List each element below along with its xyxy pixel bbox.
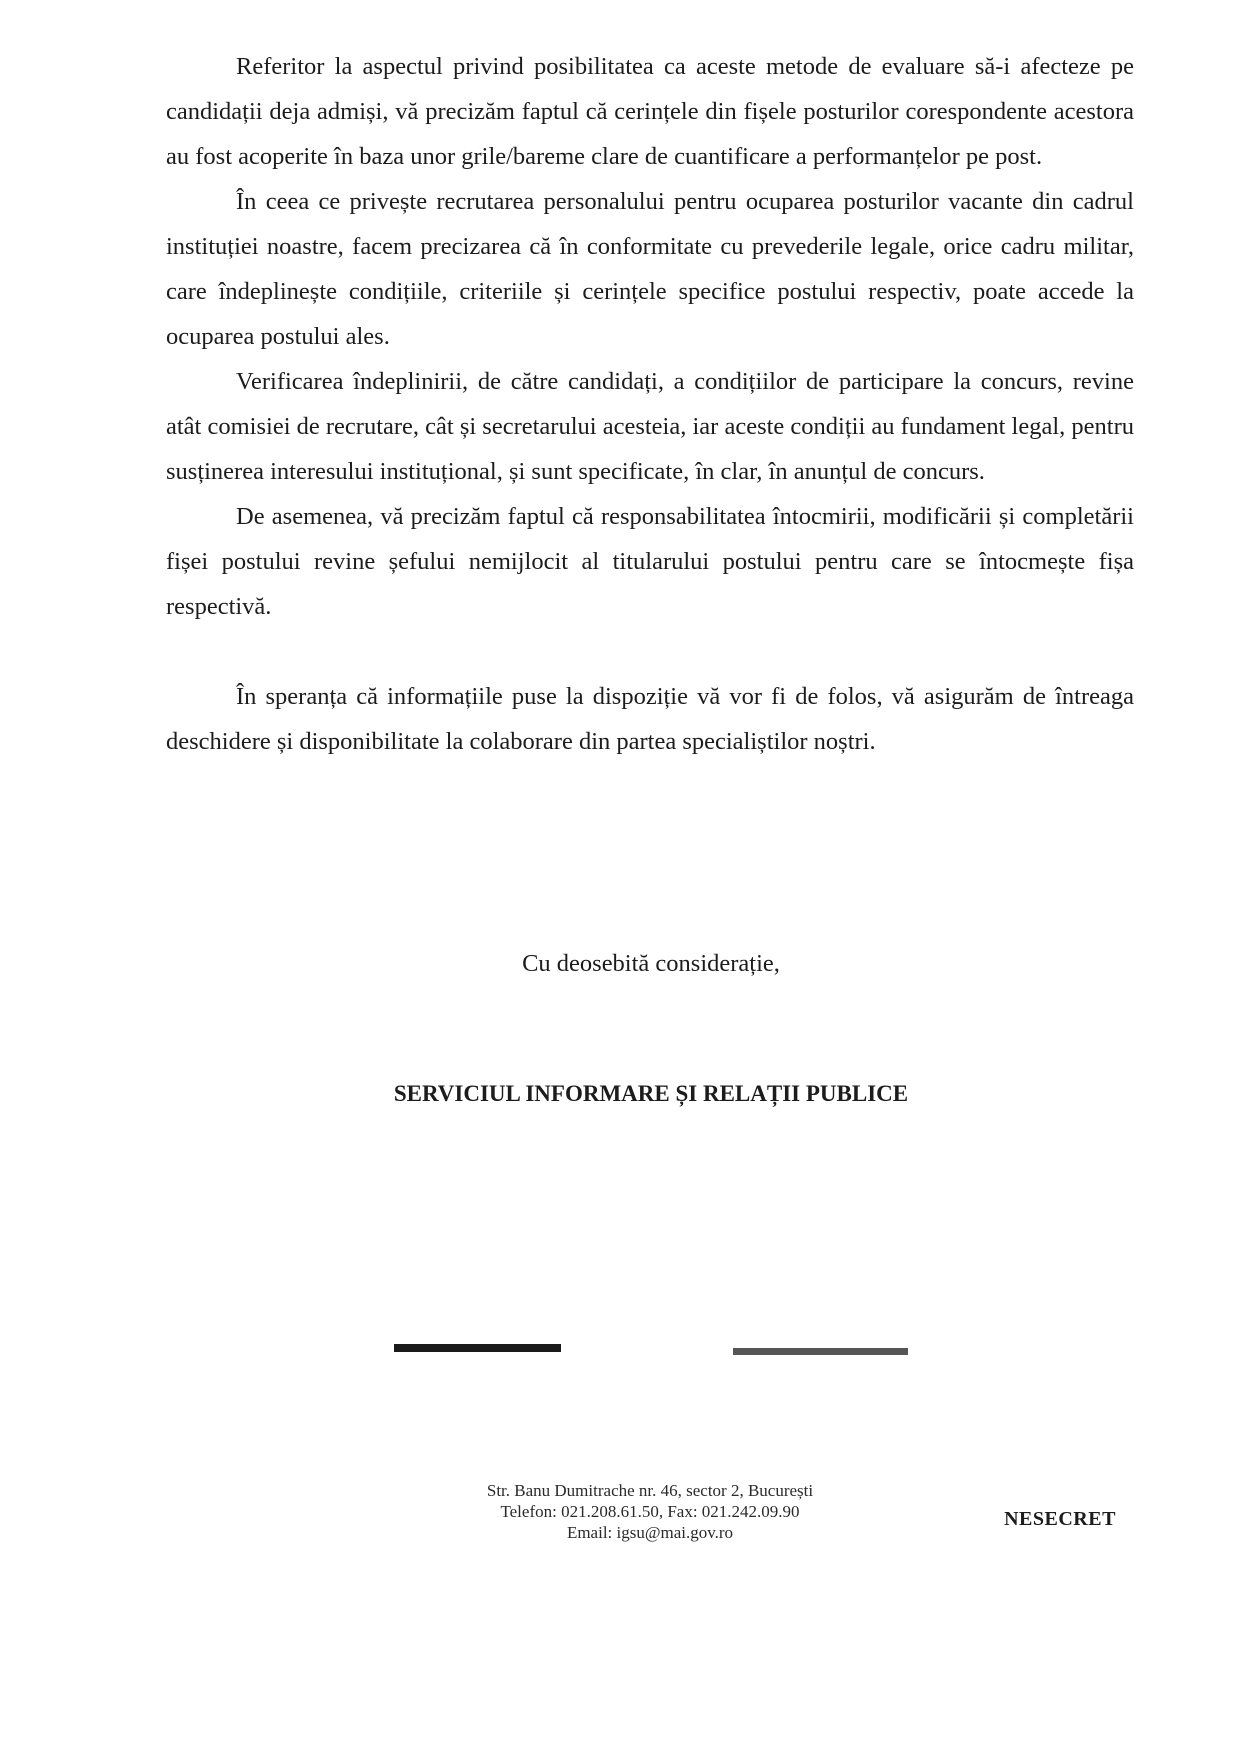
paragraph-evaluation: Referitor la aspectul privind posibilitatea ca aceste metode de evaluare să-i afecteze pe candidații deja admiși, vă precizăm faptul că cerințele din fișele posturilor corespondente acestora au fost acoperite în baza unor grile/bareme clare de cuantificare a performanțelor pe post. xyxy=(166,53,1134,170)
letter-body xyxy=(166,44,1134,764)
paragraph-verification: Verificarea îndeplinirii, de către candidați, a condițiilor de participare la concurs, revine atât comisiei de recrutare, cât și secretarului acesteia, iar aceste condiții au fundament legal, pentru susținerea interesului instituțional, și sunt specificate, în clar, în anunțul de concurs. xyxy=(166,368,1134,485)
closing-text: Cu deosebită considerație, xyxy=(522,950,780,977)
signature-department: SERVICIUL INFORMARE ȘI RELAȚII PUBLICE xyxy=(393,1081,909,1106)
footer-divider-right xyxy=(733,1348,908,1355)
signature-block xyxy=(0,1074,1240,1114)
footer-divider-left xyxy=(394,1344,561,1352)
paragraph-recruitment: În ceea ce privește recrutarea personalului pentru ocuparea posturilor vacante din cadrul instituției noastre, facem precizarea că în conformitate cu prevederile legale, orice cadru militar, care îndeplinește condițiile, criteriile și cerințele specifice postului respectiv, poate accede la ocuparea postului ales. xyxy=(166,188,1134,350)
footer-email-line: Email: igsu@mai.gov.ro xyxy=(566,1523,734,1542)
footer-contact xyxy=(420,1480,880,1543)
paragraph-job-description: De asemenea, vă precizăm faptul că responsabilitatea întocmirii, modificării și completării fișei postului revine șefului nemijlocit al titularului postului pentru care se întocmește fișa respectivă. xyxy=(166,503,1134,620)
classification-label: NESECRET xyxy=(1004,1508,1116,1530)
paragraph-closing-remarks: În speranța că informațiile puse la dispoziție vă vor fi de folos, vă asigurăm de întreaga deschidere și disponibilitate la colaborare din partea specialiștilor noștri. xyxy=(166,683,1134,755)
paragraph-spacer xyxy=(166,629,1134,674)
footer-address-line: Str. Banu Dumitrache nr. 46, sector 2, București xyxy=(486,1481,814,1500)
footer-phone-line: Telefon: 021.208.61.50, Fax: 021.242.09.90 xyxy=(500,1502,800,1521)
closing-salutation xyxy=(0,944,1240,984)
